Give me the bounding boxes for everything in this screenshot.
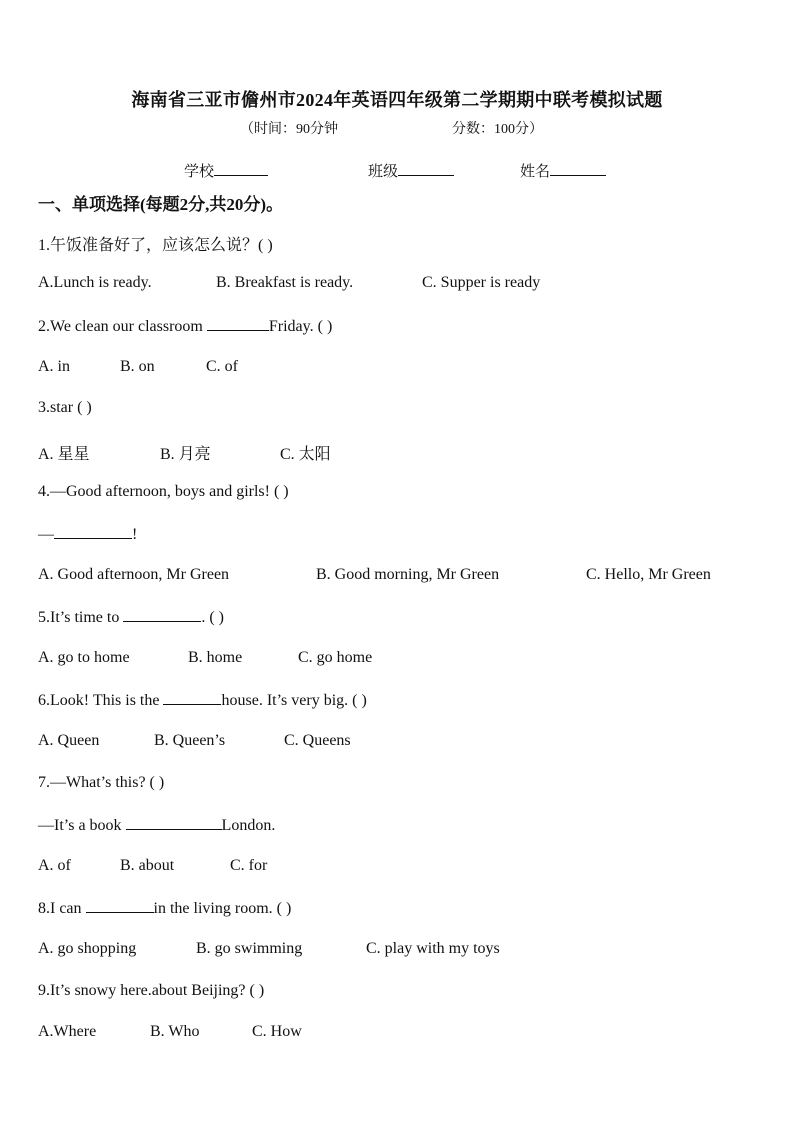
stem-part: . ( ): [201, 609, 224, 626]
reply-part: London.: [221, 817, 276, 834]
question-stem: 9.It’s snowy here.about Beijing? ( ): [38, 982, 265, 999]
stem-part: in the living room. ( ): [153, 900, 292, 917]
question-stem: 4.—Good afternoon, boys and girls! ( ): [38, 483, 289, 500]
option-a[interactable]: A. 星星: [38, 446, 90, 463]
stem-part: 2.We clean our classroom: [38, 318, 207, 335]
class-field[interactable]: [368, 160, 454, 181]
answer-blank[interactable]: [54, 524, 132, 539]
exam-time: （时间：90分钟: [240, 122, 338, 137]
reply-part: —: [38, 526, 54, 543]
reply-line: [38, 815, 275, 835]
option-b[interactable]: B. Who: [150, 1023, 200, 1040]
question-stem: [38, 316, 332, 336]
option-a[interactable]: A. go shopping: [38, 940, 137, 957]
option-b[interactable]: B. Good morning, Mr Green: [316, 566, 500, 583]
exam-score: 分数：100分）: [452, 122, 543, 137]
option-c[interactable]: C. 太阳: [280, 446, 331, 463]
option-c[interactable]: C. play with my toys: [366, 940, 500, 957]
school-field[interactable]: [184, 160, 268, 181]
option-b[interactable]: B. 月亮: [160, 446, 211, 463]
option-a[interactable]: A. Good afternoon, Mr Green: [38, 566, 230, 583]
option-a[interactable]: A. Queen: [38, 732, 100, 749]
answer-blank[interactable]: [123, 607, 201, 622]
answer-blank[interactable]: [126, 815, 222, 830]
answer-blank[interactable]: [163, 690, 221, 705]
option-a[interactable]: A. of: [38, 857, 71, 874]
question-stem: 7.—What’s this? ( ): [38, 774, 165, 791]
question-stem: [38, 898, 291, 918]
option-c[interactable]: C. Hello, Mr Green: [586, 566, 711, 583]
question-stem: [38, 690, 367, 710]
option-b[interactable]: B. on: [120, 358, 155, 375]
question-stem: [38, 607, 224, 627]
answer-blank[interactable]: [207, 316, 269, 331]
option-b[interactable]: B. go swimming: [196, 940, 303, 957]
stem-part: 8.I can: [38, 900, 86, 917]
option-a[interactable]: A. in: [38, 358, 70, 375]
class-label: 班级: [368, 164, 399, 180]
stem-part: 5.It’s time to: [38, 609, 124, 626]
reply-part: —It’s a book: [38, 817, 126, 834]
option-c[interactable]: C. Supper is ready: [422, 274, 541, 291]
option-b[interactable]: B. Queen’s: [154, 732, 226, 749]
class-blank[interactable]: [398, 161, 454, 176]
option-b[interactable]: B. home: [188, 649, 243, 666]
name-field[interactable]: [520, 160, 606, 181]
option-c[interactable]: C. How: [252, 1023, 302, 1040]
section-heading: 一、单项选择(每题2分,共20分)。: [38, 195, 284, 214]
stem-part: house. It’s very big. ( ): [221, 692, 367, 709]
option-a[interactable]: A.Lunch is ready.: [38, 274, 152, 291]
option-b[interactable]: B. about: [120, 857, 175, 874]
reply-part: !: [132, 526, 138, 543]
stem-part: Friday. ( ): [268, 318, 333, 335]
option-a[interactable]: A. go to home: [38, 649, 130, 666]
name-label: 姓名: [520, 164, 551, 180]
option-a[interactable]: A.Where: [38, 1023, 97, 1040]
option-c[interactable]: C. for: [230, 857, 268, 874]
option-b[interactable]: B. Breakfast is ready.: [216, 274, 354, 291]
question-stem: 1.午饭准备好了，应该怎么说？( ): [38, 237, 273, 254]
question-stem: 3.star ( ): [38, 399, 92, 416]
answer-blank[interactable]: [86, 898, 154, 913]
school-label: 学校: [184, 164, 215, 180]
option-c[interactable]: C. Queens: [284, 732, 351, 749]
school-blank[interactable]: [214, 161, 268, 176]
name-blank[interactable]: [550, 161, 606, 176]
option-c[interactable]: C. of: [206, 358, 238, 375]
reply-line: [38, 524, 137, 544]
option-c[interactable]: C. go home: [298, 649, 373, 666]
stem-part: 6.Look! This is the: [38, 692, 164, 709]
page-title: 海南省三亚市儋州市2024年英语四年级第二学期期中联考模拟试题: [131, 90, 663, 110]
